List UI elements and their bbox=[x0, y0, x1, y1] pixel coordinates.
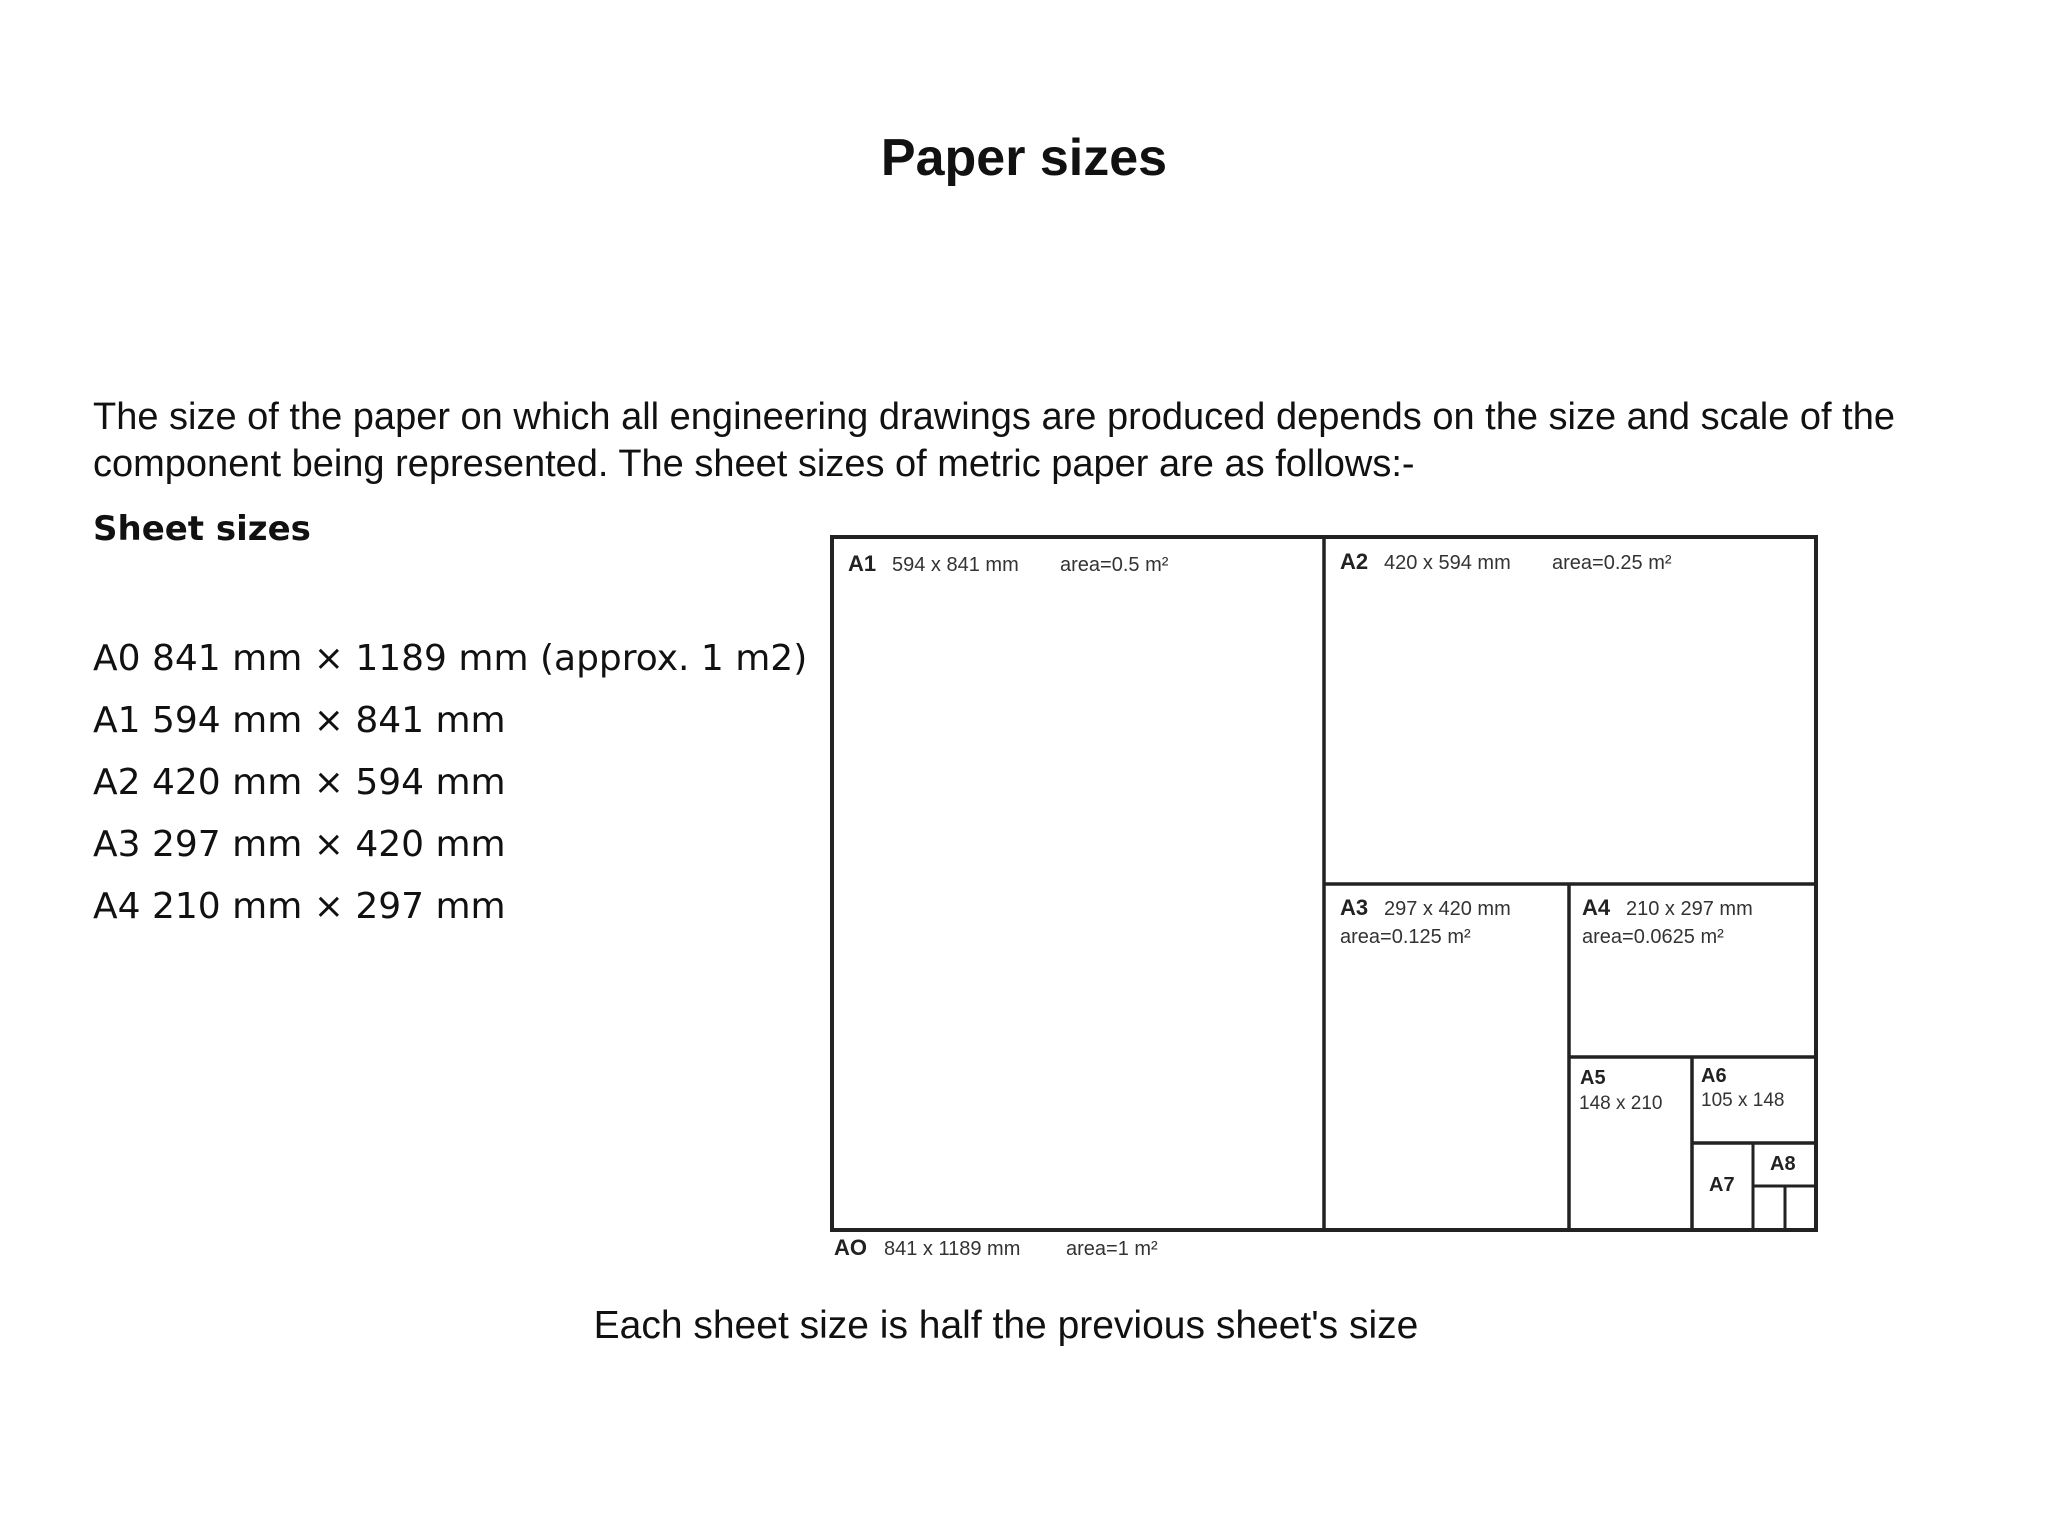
sheet-a4-dims: 210 x 297 mm bbox=[1626, 898, 1753, 920]
sheet-a0-dims: 841 x 1189 mm bbox=[884, 1238, 1021, 1260]
sheet-size-a2: A2 420 mm × 594 mm bbox=[93, 762, 506, 803]
sheet-a4-name: A4 bbox=[1582, 895, 1611, 920]
sheet-a2-area: area=0.25 m² bbox=[1552, 552, 1672, 574]
sheet-a3-area: area=0.125 m² bbox=[1340, 926, 1471, 948]
paper-size-diagram bbox=[820, 530, 1820, 1266]
sheet-size-a3: A3 297 mm × 420 mm bbox=[93, 824, 506, 865]
sheet-a1-area: area=0.5 m² bbox=[1060, 554, 1169, 576]
intro-paragraph: The size of the paper on which all engineering drawings are produced depends on the size and scale of the component being represented. The sheet sizes of metric paper are as follows:- bbox=[93, 396, 1895, 485]
sheet-a6-dims: 105 x 148 bbox=[1701, 1090, 1785, 1111]
sheet-size-a0: A0 841 mm × 1189 mm (approx. 1 m2) bbox=[93, 638, 808, 679]
sheet-a7-name: A7 bbox=[1709, 1174, 1735, 1196]
sheet-a3-name: A3 bbox=[1340, 895, 1369, 920]
sheet-a0-area: area=1 m² bbox=[1066, 1238, 1158, 1260]
sheet-size-list bbox=[93, 628, 807, 938]
sheet-size-a1: A1 594 mm × 841 mm bbox=[93, 700, 506, 741]
sheet-a5-dims: 148 x 210 bbox=[1579, 1093, 1663, 1114]
sheet-size-a4: A4 210 mm × 297 mm bbox=[93, 886, 506, 927]
sheet-a3-dims: 297 x 420 mm bbox=[1384, 898, 1511, 920]
sheet-a8-name: A8 bbox=[1770, 1153, 1796, 1175]
sheet-a1-name: A1 bbox=[848, 551, 877, 576]
caption: Each sheet size is half the previous sheet's size bbox=[593, 1304, 1419, 1347]
sheet-a4-area: area=0.0625 m² bbox=[1582, 926, 1724, 948]
sheet-a5-name: A5 bbox=[1580, 1067, 1606, 1089]
sheet-sizes-heading: Sheet sizes bbox=[93, 509, 311, 549]
sheet-a6-name: A6 bbox=[1701, 1065, 1727, 1087]
sheet-a1-dims: 594 x 841 mm bbox=[892, 554, 1019, 576]
sheet-a2-name: A2 bbox=[1340, 549, 1369, 574]
sheet-a0-name: AO bbox=[834, 1235, 867, 1260]
sheet-a2-dims: 420 x 594 mm bbox=[1384, 552, 1511, 574]
page-title: Paper sizes bbox=[880, 129, 1168, 187]
